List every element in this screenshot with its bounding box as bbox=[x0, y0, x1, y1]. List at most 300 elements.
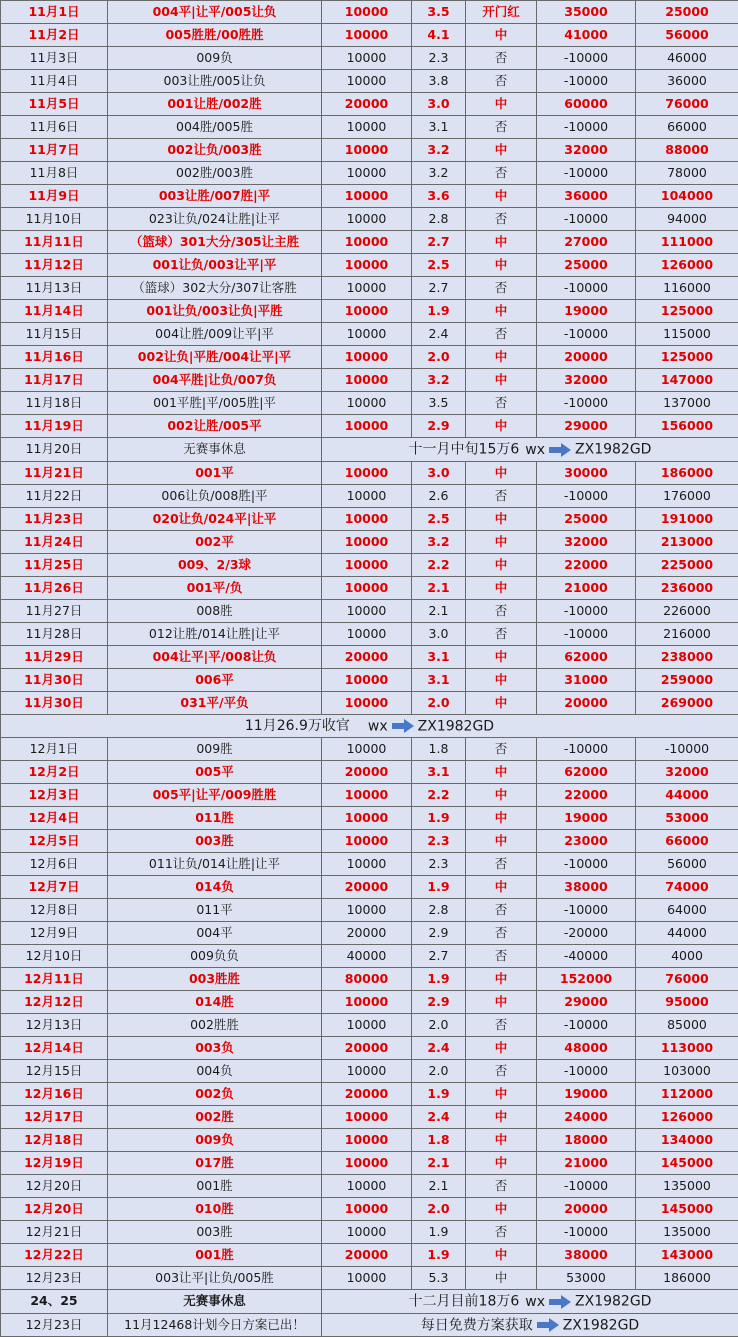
date-cell: 12月2日 bbox=[1, 761, 108, 784]
result-cell: 中 bbox=[466, 24, 537, 47]
total-cell: 135000 bbox=[636, 1175, 738, 1198]
result-cell: 否 bbox=[466, 47, 537, 70]
result-cell: 中 bbox=[466, 1083, 537, 1106]
profit-cell: 20000 bbox=[537, 691, 636, 714]
free-plan-text: 每日免费方案获取 bbox=[421, 1317, 533, 1333]
result-cell: 中 bbox=[466, 1244, 537, 1267]
profit-cell: 30000 bbox=[537, 461, 636, 484]
profit-cell: 62000 bbox=[537, 645, 636, 668]
date-cell: 11月19日 bbox=[1, 415, 108, 438]
odds-cell: 1.9 bbox=[412, 876, 466, 899]
bet-cell: 003负 bbox=[108, 1037, 322, 1060]
total-cell: 53000 bbox=[636, 807, 738, 830]
date-cell: 12月20日 bbox=[1, 1175, 108, 1198]
bet-cell: 006平 bbox=[108, 668, 322, 691]
profit-cell: 24000 bbox=[537, 1106, 636, 1129]
odds-cell: 2.7 bbox=[412, 231, 466, 254]
table-row bbox=[1, 1152, 738, 1175]
date-cell: 11月6日 bbox=[1, 116, 108, 139]
total-cell: 126000 bbox=[636, 1106, 738, 1129]
total-cell: 116000 bbox=[636, 277, 738, 300]
date-cell: 11月18日 bbox=[1, 392, 108, 415]
table-row bbox=[1, 599, 738, 622]
promo-wx: wx bbox=[525, 1294, 545, 1310]
total-cell: 111000 bbox=[636, 231, 738, 254]
stake-cell: 10000 bbox=[322, 1106, 412, 1129]
profit-cell: 23000 bbox=[537, 830, 636, 853]
total-cell: 78000 bbox=[636, 162, 738, 185]
profit-cell: 48000 bbox=[537, 1037, 636, 1060]
table-row bbox=[1, 116, 738, 139]
profit-cell: 20000 bbox=[537, 346, 636, 369]
profit-cell: 21000 bbox=[537, 576, 636, 599]
table-row bbox=[1, 415, 738, 438]
result-cell: 中 bbox=[466, 645, 537, 668]
arrow-right-icon bbox=[549, 443, 571, 457]
table-row bbox=[1, 1129, 738, 1152]
date-cell: 12月19日 bbox=[1, 1152, 108, 1175]
total-cell: 66000 bbox=[636, 116, 738, 139]
summary-row bbox=[1, 714, 738, 738]
date-cell: 12月4日 bbox=[1, 807, 108, 830]
odds-cell: 2.8 bbox=[412, 899, 466, 922]
date-cell: 12月12日 bbox=[1, 991, 108, 1014]
odds-cell: 2.5 bbox=[412, 254, 466, 277]
result-cell: 中 bbox=[466, 461, 537, 484]
total-cell: 137000 bbox=[636, 392, 738, 415]
result-cell: 否 bbox=[466, 208, 537, 231]
bet-cell: 001让负/003让负|平胜 bbox=[108, 300, 322, 323]
bet-cell: 005平|让平/009胜胜 bbox=[108, 784, 322, 807]
odds-cell: 3.2 bbox=[412, 139, 466, 162]
date-cell: 12月16日 bbox=[1, 1083, 108, 1106]
table-row bbox=[1, 530, 738, 553]
stake-cell: 10000 bbox=[322, 369, 412, 392]
table-row bbox=[1, 691, 738, 714]
result-cell: 中 bbox=[466, 1129, 537, 1152]
profit-cell: 38000 bbox=[537, 876, 636, 899]
table-row bbox=[1, 899, 738, 922]
total-cell: 225000 bbox=[636, 553, 738, 576]
profit-cell: 21000 bbox=[537, 1152, 636, 1175]
odds-cell: 1.9 bbox=[412, 1221, 466, 1244]
date-cell: 11月15日 bbox=[1, 323, 108, 346]
total-cell: 44000 bbox=[636, 784, 738, 807]
bet-cell: 011胜 bbox=[108, 807, 322, 830]
bet-cell: 004平 bbox=[108, 922, 322, 945]
bet-cell: 020让负/024平|让平 bbox=[108, 507, 322, 530]
profit-cell: -10000 bbox=[537, 116, 636, 139]
stake-cell: 10000 bbox=[322, 1152, 412, 1175]
odds-cell: 2.9 bbox=[412, 991, 466, 1014]
date-cell: 11月7日 bbox=[1, 139, 108, 162]
promo-amount: 15万6 bbox=[479, 442, 520, 458]
total-cell: 216000 bbox=[636, 622, 738, 645]
total-cell: 125000 bbox=[636, 346, 738, 369]
profit-cell: 36000 bbox=[537, 185, 636, 208]
result-cell: 中 bbox=[466, 507, 537, 530]
total-cell: 238000 bbox=[636, 645, 738, 668]
date-cell: 11月1日 bbox=[1, 1, 108, 24]
date-cell: 11月2日 bbox=[1, 24, 108, 47]
table-row bbox=[1, 47, 738, 70]
plan-notice: 11月12468计划今日方案已出！ bbox=[108, 1313, 322, 1337]
date-cell: 12月13日 bbox=[1, 1014, 108, 1037]
result-cell: 中 bbox=[466, 1037, 537, 1060]
date-cell: 12月18日 bbox=[1, 1129, 108, 1152]
table-row bbox=[1, 1175, 738, 1198]
stake-cell: 40000 bbox=[322, 945, 412, 968]
table-row bbox=[1, 507, 738, 530]
stake-cell: 20000 bbox=[322, 1037, 412, 1060]
total-cell: 259000 bbox=[636, 668, 738, 691]
stake-cell: 10000 bbox=[322, 991, 412, 1014]
profit-cell: 31000 bbox=[537, 668, 636, 691]
table-row bbox=[1, 1, 738, 24]
result-cell: 否 bbox=[466, 599, 537, 622]
bet-cell: 004负 bbox=[108, 1060, 322, 1083]
total-cell: 88000 bbox=[636, 139, 738, 162]
date-cell: 12月9日 bbox=[1, 922, 108, 945]
bet-cell: 001胜 bbox=[108, 1175, 322, 1198]
total-cell: 134000 bbox=[636, 1129, 738, 1152]
date-cell: 11月23日 bbox=[1, 507, 108, 530]
result-cell: 否 bbox=[466, 1221, 537, 1244]
odds-cell: 2.4 bbox=[412, 1037, 466, 1060]
odds-cell: 2.0 bbox=[412, 691, 466, 714]
total-cell: -10000 bbox=[636, 738, 738, 761]
stake-cell: 10000 bbox=[322, 208, 412, 231]
bet-cell: 006让负/008胜|平 bbox=[108, 484, 322, 507]
stake-cell: 10000 bbox=[322, 899, 412, 922]
date-cell: 11月8日 bbox=[1, 162, 108, 185]
odds-cell: 2.6 bbox=[412, 484, 466, 507]
date-cell: 11月9日 bbox=[1, 185, 108, 208]
date-cell: 11月24日 bbox=[1, 530, 108, 553]
result-cell: 否 bbox=[466, 277, 537, 300]
bet-cell: 031平/平负 bbox=[108, 691, 322, 714]
date-cell: 12月6日 bbox=[1, 853, 108, 876]
profit-cell: 32000 bbox=[537, 369, 636, 392]
table-row bbox=[1, 1060, 738, 1083]
odds-cell: 2.8 bbox=[412, 208, 466, 231]
odds-cell: 1.9 bbox=[412, 1244, 466, 1267]
profit-cell: -40000 bbox=[537, 945, 636, 968]
table-body bbox=[1, 1, 738, 1337]
bet-cell: 009负负 bbox=[108, 945, 322, 968]
bet-cell: 023让负/024让胜|让平 bbox=[108, 208, 322, 231]
table-row bbox=[1, 1221, 738, 1244]
total-cell: 56000 bbox=[636, 853, 738, 876]
stake-cell: 10000 bbox=[322, 231, 412, 254]
odds-cell: 3.5 bbox=[412, 392, 466, 415]
total-cell: 186000 bbox=[636, 461, 738, 484]
odds-cell: 2.2 bbox=[412, 784, 466, 807]
odds-cell: 3.0 bbox=[412, 93, 466, 116]
bet-cell: 003胜胜 bbox=[108, 968, 322, 991]
odds-cell: 1.9 bbox=[412, 807, 466, 830]
promo-message bbox=[322, 438, 738, 462]
profit-cell: 25000 bbox=[537, 507, 636, 530]
profit-cell: 22000 bbox=[537, 553, 636, 576]
result-cell: 开门红 bbox=[466, 1, 537, 24]
bet-cell: 011平 bbox=[108, 899, 322, 922]
bet-cell: 009胜 bbox=[108, 738, 322, 761]
bet-cell: 008胜 bbox=[108, 599, 322, 622]
total-cell: 126000 bbox=[636, 254, 738, 277]
table-row bbox=[1, 162, 738, 185]
odds-cell: 2.1 bbox=[412, 576, 466, 599]
stake-cell: 10000 bbox=[322, 1175, 412, 1198]
bet-cell: 010胜 bbox=[108, 1198, 322, 1221]
total-cell: 145000 bbox=[636, 1152, 738, 1175]
table-row bbox=[1, 738, 738, 761]
total-cell: 85000 bbox=[636, 1014, 738, 1037]
date-cell: 11月5日 bbox=[1, 93, 108, 116]
result-cell: 否 bbox=[466, 116, 537, 139]
stake-cell: 10000 bbox=[322, 1198, 412, 1221]
arrow-right-icon bbox=[392, 719, 414, 733]
odds-cell: 3.2 bbox=[412, 369, 466, 392]
date-cell: 12月20日 bbox=[1, 1198, 108, 1221]
bet-cell: 012让胜/014让胜|让平 bbox=[108, 622, 322, 645]
promo-id: ZX1982GD bbox=[575, 1294, 651, 1310]
promo-period: 十二月目前 bbox=[409, 1294, 479, 1310]
date-cell: 11月26日 bbox=[1, 576, 108, 599]
odds-cell: 3.5 bbox=[412, 1, 466, 24]
total-cell: 143000 bbox=[636, 1244, 738, 1267]
bet-cell: 004平胜|让负/007负 bbox=[108, 369, 322, 392]
stake-cell: 20000 bbox=[322, 876, 412, 899]
result-cell: 否 bbox=[466, 1014, 537, 1037]
profit-cell: -10000 bbox=[537, 47, 636, 70]
date-cell: 11月10日 bbox=[1, 208, 108, 231]
stake-cell: 10000 bbox=[322, 461, 412, 484]
stake-cell: 20000 bbox=[322, 1244, 412, 1267]
result-cell: 中 bbox=[466, 1198, 537, 1221]
result-cell: 中 bbox=[466, 576, 537, 599]
stake-cell: 20000 bbox=[322, 93, 412, 116]
date-cell: 11月14日 bbox=[1, 300, 108, 323]
stake-cell: 10000 bbox=[322, 323, 412, 346]
total-cell: 44000 bbox=[636, 922, 738, 945]
result-cell: 否 bbox=[466, 738, 537, 761]
result-cell: 中 bbox=[466, 553, 537, 576]
total-cell: 125000 bbox=[636, 300, 738, 323]
profit-cell: -10000 bbox=[537, 323, 636, 346]
total-cell: 66000 bbox=[636, 830, 738, 853]
profit-cell: -10000 bbox=[537, 1175, 636, 1198]
profit-cell: 53000 bbox=[537, 1267, 636, 1290]
table-row bbox=[1, 807, 738, 830]
stake-cell: 10000 bbox=[322, 622, 412, 645]
rest-day-row bbox=[1, 1290, 738, 1314]
total-cell: 64000 bbox=[636, 899, 738, 922]
profit-cell: 62000 bbox=[537, 761, 636, 784]
rest-day-row bbox=[1, 438, 738, 462]
result-cell: 否 bbox=[466, 323, 537, 346]
profit-cell: 152000 bbox=[537, 968, 636, 991]
date-cell: 12月11日 bbox=[1, 968, 108, 991]
profit-cell: 29000 bbox=[537, 415, 636, 438]
result-cell: 中 bbox=[466, 668, 537, 691]
result-cell: 中 bbox=[466, 139, 537, 162]
odds-cell: 2.3 bbox=[412, 47, 466, 70]
table-row bbox=[1, 254, 738, 277]
summary-id: ZX1982GD bbox=[418, 718, 494, 734]
result-cell: 中 bbox=[466, 185, 537, 208]
profit-cell: 32000 bbox=[537, 530, 636, 553]
table-row bbox=[1, 70, 738, 93]
date-cell: 11月21日 bbox=[1, 461, 108, 484]
stake-cell: 10000 bbox=[322, 1129, 412, 1152]
odds-cell: 2.0 bbox=[412, 1198, 466, 1221]
stake-cell: 10000 bbox=[322, 507, 412, 530]
stake-cell: 10000 bbox=[322, 1221, 412, 1244]
table-row bbox=[1, 1014, 738, 1037]
stake-cell: 10000 bbox=[322, 807, 412, 830]
bet-cell: 001胜 bbox=[108, 1244, 322, 1267]
profit-cell: -10000 bbox=[537, 899, 636, 922]
result-cell: 中 bbox=[466, 968, 537, 991]
profit-cell: 35000 bbox=[537, 1, 636, 24]
odds-cell: 3.0 bbox=[412, 461, 466, 484]
total-cell: 213000 bbox=[636, 530, 738, 553]
total-cell: 25000 bbox=[636, 1, 738, 24]
profit-cell: -10000 bbox=[537, 738, 636, 761]
total-cell: 156000 bbox=[636, 415, 738, 438]
odds-cell: 2.0 bbox=[412, 346, 466, 369]
bet-cell: （篮球）302大分/307让客胜 bbox=[108, 277, 322, 300]
date-cell: 11月12日 bbox=[1, 254, 108, 277]
profit-cell: -10000 bbox=[537, 622, 636, 645]
total-cell: 115000 bbox=[636, 323, 738, 346]
stake-cell: 10000 bbox=[322, 162, 412, 185]
result-cell: 否 bbox=[466, 162, 537, 185]
stake-cell: 10000 bbox=[322, 392, 412, 415]
bet-cell: 004让平|平/008让负 bbox=[108, 645, 322, 668]
odds-cell: 2.1 bbox=[412, 599, 466, 622]
odds-cell: 1.9 bbox=[412, 1083, 466, 1106]
stake-cell: 10000 bbox=[322, 300, 412, 323]
date-cell: 12月15日 bbox=[1, 1060, 108, 1083]
odds-cell: 1.9 bbox=[412, 968, 466, 991]
bet-cell: 002胜/003胜 bbox=[108, 162, 322, 185]
summary-message bbox=[1, 714, 738, 738]
result-cell: 否 bbox=[466, 922, 537, 945]
result-cell: 中 bbox=[466, 991, 537, 1014]
stake-cell: 10000 bbox=[322, 484, 412, 507]
profit-cell: 41000 bbox=[537, 24, 636, 47]
arrow-right-icon bbox=[537, 1318, 559, 1332]
total-cell: 104000 bbox=[636, 185, 738, 208]
profit-cell: -10000 bbox=[537, 208, 636, 231]
rest-label: 无赛事休息 bbox=[108, 1290, 322, 1314]
date-cell: 11月13日 bbox=[1, 277, 108, 300]
bet-cell: 001平 bbox=[108, 461, 322, 484]
date-cell: 11月11日 bbox=[1, 231, 108, 254]
result-cell: 中 bbox=[466, 1267, 537, 1290]
date-cell: 12月5日 bbox=[1, 830, 108, 853]
bet-cell: 001让胜/002胜 bbox=[108, 93, 322, 116]
bet-cell: 002胜胜 bbox=[108, 1014, 322, 1037]
table-row bbox=[1, 461, 738, 484]
stake-cell: 10000 bbox=[322, 853, 412, 876]
table-row bbox=[1, 277, 738, 300]
table-row bbox=[1, 185, 738, 208]
result-cell: 中 bbox=[466, 1152, 537, 1175]
result-cell: 中 bbox=[466, 761, 537, 784]
table-row bbox=[1, 991, 738, 1014]
result-cell: 否 bbox=[466, 622, 537, 645]
total-cell: 46000 bbox=[636, 47, 738, 70]
bet-cell: 014胜 bbox=[108, 991, 322, 1014]
date-cell: 12月10日 bbox=[1, 945, 108, 968]
odds-cell: 3.6 bbox=[412, 185, 466, 208]
table-row bbox=[1, 830, 738, 853]
profit-cell: -10000 bbox=[537, 162, 636, 185]
total-cell: 135000 bbox=[636, 1221, 738, 1244]
table-row bbox=[1, 1267, 738, 1290]
date-cell: 11月20日 bbox=[1, 438, 108, 462]
bet-cell: 004胜/005胜 bbox=[108, 116, 322, 139]
result-cell: 中 bbox=[466, 346, 537, 369]
stake-cell: 10000 bbox=[322, 576, 412, 599]
stake-cell: 10000 bbox=[322, 70, 412, 93]
stake-cell: 10000 bbox=[322, 830, 412, 853]
table-row bbox=[1, 139, 738, 162]
table-row bbox=[1, 1083, 738, 1106]
total-cell: 236000 bbox=[636, 576, 738, 599]
stake-cell: 20000 bbox=[322, 922, 412, 945]
date-cell: 11月4日 bbox=[1, 70, 108, 93]
total-cell: 145000 bbox=[636, 1198, 738, 1221]
bet-cell: 017胜 bbox=[108, 1152, 322, 1175]
odds-cell: 2.2 bbox=[412, 553, 466, 576]
total-cell: 4000 bbox=[636, 945, 738, 968]
promo-message bbox=[322, 1290, 738, 1314]
bet-cell: 003胜 bbox=[108, 830, 322, 853]
date-cell: 11月25日 bbox=[1, 553, 108, 576]
odds-cell: 3.1 bbox=[412, 668, 466, 691]
profit-cell: -10000 bbox=[537, 392, 636, 415]
bet-cell: 002让胜/005平 bbox=[108, 415, 322, 438]
table-row bbox=[1, 392, 738, 415]
date-cell: 12月1日 bbox=[1, 738, 108, 761]
result-cell: 中 bbox=[466, 369, 537, 392]
result-cell: 否 bbox=[466, 1175, 537, 1198]
summary-text: 11月26.9万收官 bbox=[245, 718, 350, 734]
bet-cell: 001平/负 bbox=[108, 576, 322, 599]
total-cell: 186000 bbox=[636, 1267, 738, 1290]
promo-wx: wx bbox=[525, 442, 545, 458]
date-cell: 12月7日 bbox=[1, 876, 108, 899]
total-cell: 76000 bbox=[636, 968, 738, 991]
promo-id: ZX1982GD bbox=[575, 442, 651, 458]
date-cell: 11月28日 bbox=[1, 622, 108, 645]
stake-cell: 20000 bbox=[322, 761, 412, 784]
bet-cell: 001让负/003让平|平 bbox=[108, 254, 322, 277]
bet-cell: 005胜胜/00胜胜 bbox=[108, 24, 322, 47]
total-cell: 269000 bbox=[636, 691, 738, 714]
total-cell: 36000 bbox=[636, 70, 738, 93]
date-cell: 12月14日 bbox=[1, 1037, 108, 1060]
bet-cell: 002胜 bbox=[108, 1106, 322, 1129]
result-cell: 中 bbox=[466, 300, 537, 323]
stake-cell: 10000 bbox=[322, 738, 412, 761]
table-row bbox=[1, 876, 738, 899]
table-row bbox=[1, 622, 738, 645]
